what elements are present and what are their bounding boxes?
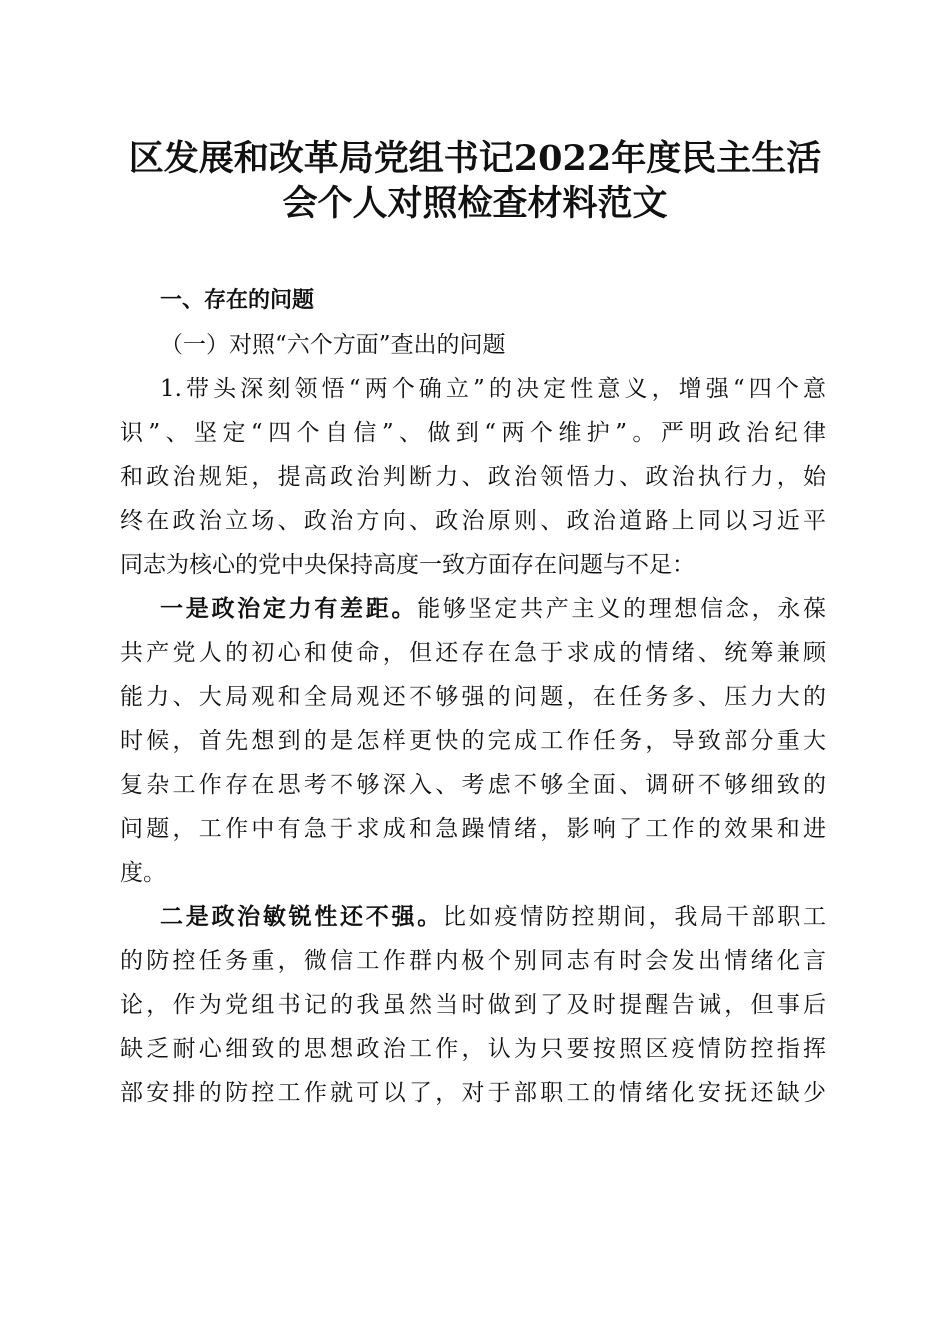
paragraph-2-line-4: 时候，首先想到的是怎样更快的完成工作任务，导致部分重大 (120, 728, 826, 754)
title-line-2: 会个人对照检查材料范文 (282, 183, 668, 224)
paragraph-2 (120, 587, 826, 895)
section-heading: 一、存在的问题 (160, 288, 315, 313)
paragraph-3-first-line-text: 比如疫情防控期间，我局干部职工 (442, 904, 827, 930)
paragraph-1-line-2: 识”、坚定“四个自信”、做到“两个维护”。严明政治纪律 (120, 420, 826, 446)
document-title (100, 136, 850, 226)
paragraph-1 (120, 367, 826, 587)
paragraph-2-first-line-text: 能够坚定共产主义的理想信念，永葆 (417, 596, 827, 622)
paragraph-2-line-2: 共产党人的初心和使命，但还存在急于求成的情绪、统筹兼顾 (120, 640, 826, 666)
paragraph-1-line-1: 1.带头深刻领悟“两个确立”的决定性意义，增强“四个意 (160, 376, 826, 402)
paragraph-3-line-1 (120, 895, 826, 939)
paragraph-3 (120, 895, 826, 1115)
paragraph-3-lead: 二是政治敏锐性还不强。 (160, 903, 443, 930)
paragraph-3-line-5: 部安排的防控工作就可以了，对于部职工的情绪化安抚还缺少 (120, 1080, 826, 1106)
paragraph-2-line-1 (120, 587, 826, 631)
paragraph-2-line-6: 问题，工作中有急于求成和急躁情绪，影响了工作的效果和进 (120, 816, 826, 842)
paragraph-2-lead: 一是政治定力有差距。 (160, 595, 418, 622)
paragraph-2-line-5: 复杂工作存在思考不够深入、考虑不够全面、调研不够细致的 (120, 772, 826, 798)
paragraph-3-line-3: 论，作为党组书记的我虽然当时做到了及时提醒告诫，但事后 (120, 992, 826, 1018)
paragraph-3-line-2: 的防控任务重，微信工作群内极个别同志有时会发出情绪化言 (120, 948, 826, 974)
subsection-heading: （一）对照“六个方面”查出的问题 (160, 332, 506, 358)
document-body (120, 279, 826, 1115)
title-line-1: 区发展和改革局党组书记2022年度民主生活 (128, 138, 822, 179)
paragraph-1-line-4: 终在政治立场、政治方向、政治原则、政治道路上同以习近平 (120, 508, 826, 534)
paragraph-1-line-5: 同志为核心的党中央保持高度一致方面存在问题与不足： (120, 552, 695, 578)
paragraph-2-line-7: 度。 (120, 860, 166, 886)
paragraph-2-line-3: 能力、大局观和全局观还不够强的问题，在任务多、压力大的 (120, 684, 826, 710)
paragraph-1-line-3: 和政治规矩，提高政治判断力、政治领悟力、政治执行力，始 (120, 464, 826, 490)
paragraph-3-line-4: 缺乏耐心细致的思想政治工作，认为只要按照区疫情防控指挥 (120, 1036, 826, 1062)
